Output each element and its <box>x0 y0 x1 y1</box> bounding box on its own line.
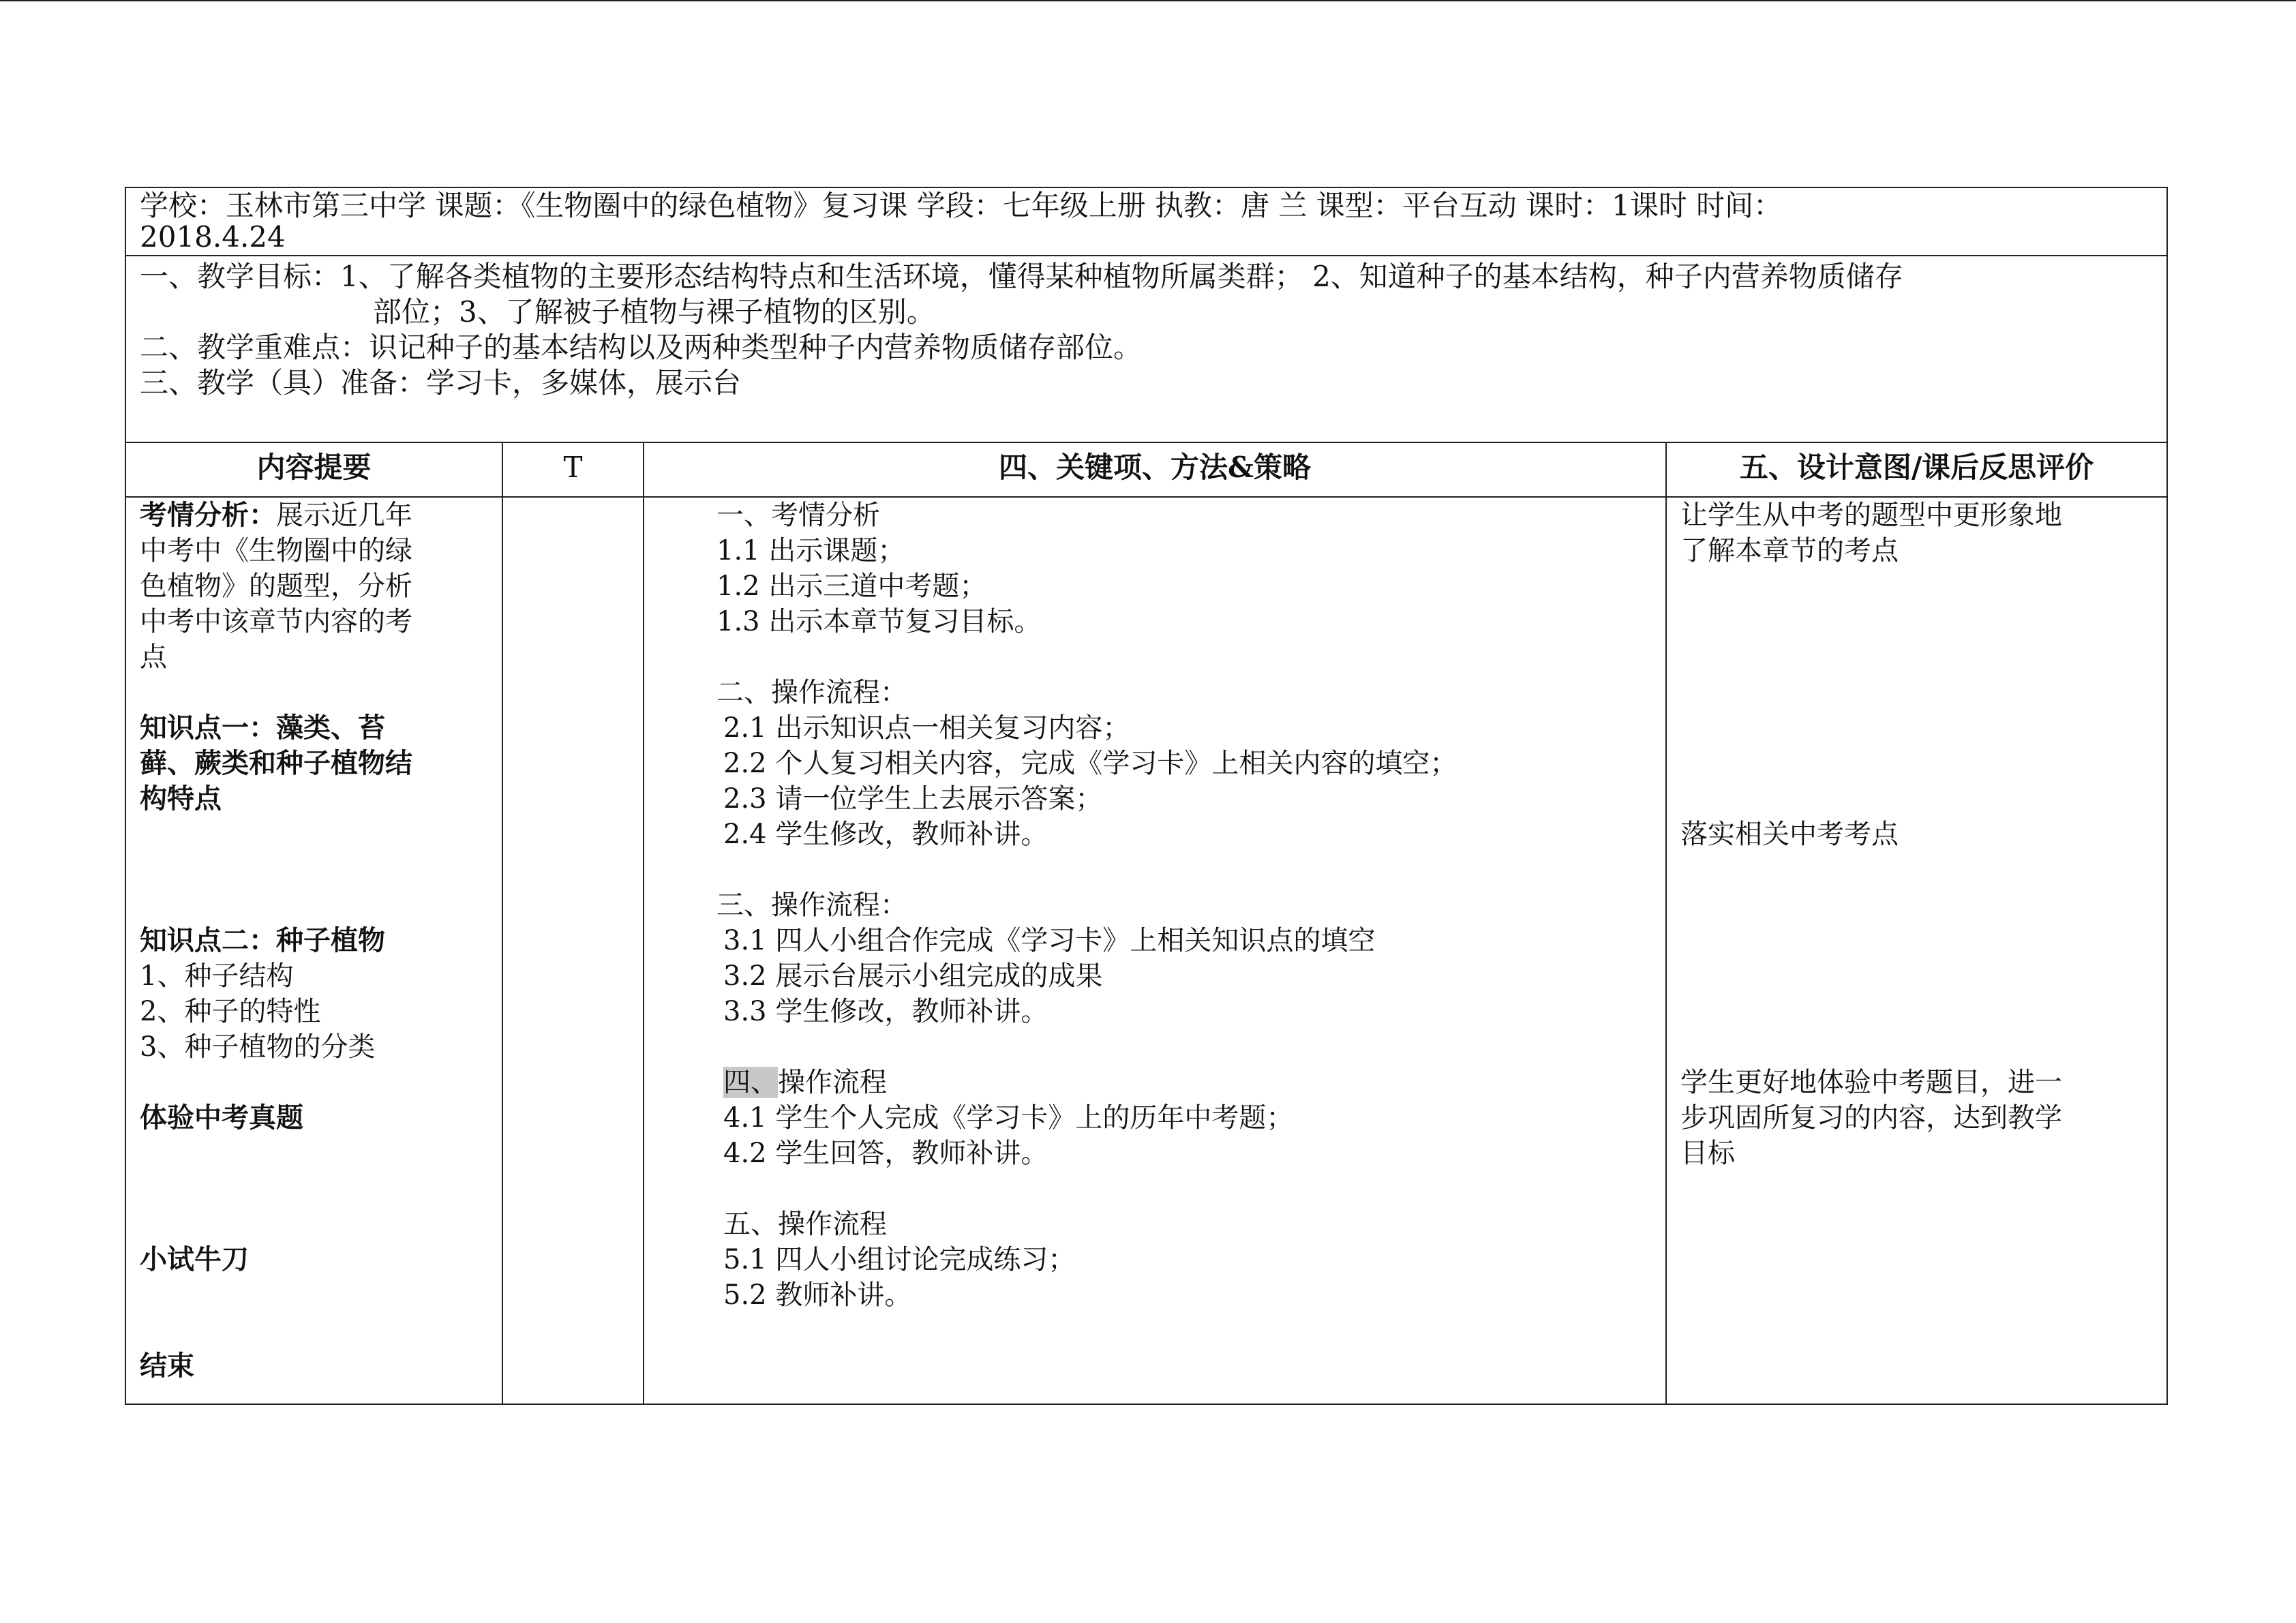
design-intent-3-line3: 目标 <box>1680 1138 1735 1169</box>
method-step-1-3: 1.3 出示本章节复习目标。 <box>716 606 1042 637</box>
column-divider-1 <box>502 442 503 1405</box>
content-knowledge-point-1-line2: 藓、蕨类和种子植物结 <box>140 747 412 779</box>
column-header-t: T <box>563 451 583 484</box>
method-section-4-title <box>723 1065 887 1100</box>
content-small-test: 小试牛刀 <box>140 1243 249 1275</box>
content-seed-properties: 2、种子的特性 <box>140 996 321 1027</box>
method-step-2-3: 2.3 请一位学生上去展示答案； <box>723 783 1103 815</box>
teaching-goals: 一、教学目标：1、了解各类植物的主要形态结构特点和生活环境，懂得某种植物所属类群； 2、知道种子的基本结构，种子内营养物质储存 <box>140 260 1903 293</box>
method-section-4-title-text: 操作流程 <box>778 1067 887 1098</box>
design-intent-1-line1: 让学生从中考的题型中更形象地 <box>1680 500 2062 531</box>
content-knowledge-point-2: 知识点二：种子植物 <box>140 924 385 956</box>
method-step-4-1: 4.1 学生个人完成《学习卡》上的历年中考题； <box>723 1102 1294 1134</box>
column-divider-3 <box>1665 442 1667 1405</box>
content-exam-analysis-line2: 中考中《生物圈中的绿 <box>140 535 412 566</box>
lesson-plan-table <box>125 187 2168 1405</box>
design-intent-2: 落实相关中考考点 <box>1680 819 1899 850</box>
method-step-1-2: 1.2 出示三道中考题； <box>716 571 987 602</box>
content-exam-analysis-line4: 中考中该章节内容的考 <box>140 606 412 637</box>
column-header-content: 内容提要 <box>256 451 372 484</box>
design-intent-1-line2: 了解本章节的考点 <box>1680 535 1899 566</box>
content-knowledge-point-1-line1: 知识点一：藻类、苔 <box>140 712 385 744</box>
content-exam-analysis-line5: 点 <box>140 641 167 673</box>
content-end: 结束 <box>140 1350 194 1382</box>
method-step-1-1: 1.1 出示课题； <box>716 535 905 566</box>
method-section-3-title: 三、操作流程： <box>716 890 907 921</box>
page-top-rule <box>0 0 2296 1</box>
content-knowledge-point-1-line3: 构特点 <box>140 783 222 815</box>
method-section-4-highlight: 四、 <box>723 1067 778 1098</box>
row-divider-objectives <box>126 442 2166 443</box>
column-header-methods: 四、关键项、方法&策略 <box>999 451 1311 484</box>
column-header-design: 五、设计意图/课后反思评价 <box>1739 451 2094 484</box>
row-divider-header <box>126 255 2166 256</box>
teaching-preparation: 三、教学（具）准备：学习卡，多媒体，展示台 <box>140 366 742 399</box>
method-step-3-2: 3.2 展示台展示小组完成的成果 <box>723 960 1103 992</box>
header-info-line: 学校：玉林市第三中学 课题：《生物圈中的绿色植物》复习课 学段：七年级上册 执教：唐 兰 课型：平台互动 课时：1课时 时间： <box>140 189 1783 222</box>
column-divider-2 <box>643 442 644 1405</box>
method-section-5-title: 五、操作流程 <box>723 1209 887 1240</box>
method-step-2-2: 2.2 个人复习相关内容，完成《学习卡》上相关内容的填空； <box>723 748 1457 779</box>
key-difficult-points: 二、教学重难点：识记种子的基本结构以及两种类型种子内营养物质储存部位。 <box>140 331 1143 364</box>
method-step-5-1: 5.1 四人小组讨论完成练习； <box>723 1244 1076 1275</box>
method-step-3-3: 3.3 学生修改，教师补讲。 <box>723 996 1048 1027</box>
method-step-3-1: 3.1 四人小组合作完成《学习卡》上相关知识点的填空 <box>723 925 1376 956</box>
exam-analysis-label: 考情分析： <box>140 499 276 531</box>
method-step-2-1: 2.1 出示知识点一相关复习内容； <box>723 712 1130 744</box>
method-section-2-title: 二、操作流程： <box>716 677 907 708</box>
design-intent-3-line2: 步巩固所复习的内容，达到教学 <box>1680 1102 2062 1134</box>
method-step-5-2: 5.2 教师补讲。 <box>723 1279 912 1311</box>
design-intent-3-line1: 学生更好地体验中考题目，进一 <box>1680 1067 2062 1098</box>
content-seed-structure: 1、种子结构 <box>140 960 294 992</box>
content-seed-plant-classification: 3、种子植物的分类 <box>140 1031 376 1063</box>
content-exam-practice: 体验中考真题 <box>140 1102 303 1134</box>
method-section-1-title: 一、考情分析 <box>716 500 880 531</box>
exam-analysis-text: 展示近几年 <box>276 500 412 531</box>
content-exam-analysis-line1 <box>140 498 412 533</box>
content-exam-analysis-line3: 色植物》的题型，分析 <box>140 571 412 602</box>
header-date: 2018.4.24 <box>140 220 286 254</box>
method-step-4-2: 4.2 学生回答，教师补讲。 <box>723 1138 1048 1169</box>
teaching-goals-continued: 部位；3、了解被子植物与裸子植物的区别。 <box>373 295 935 329</box>
method-step-2-4: 2.4 学生修改，教师补讲。 <box>723 819 1048 850</box>
